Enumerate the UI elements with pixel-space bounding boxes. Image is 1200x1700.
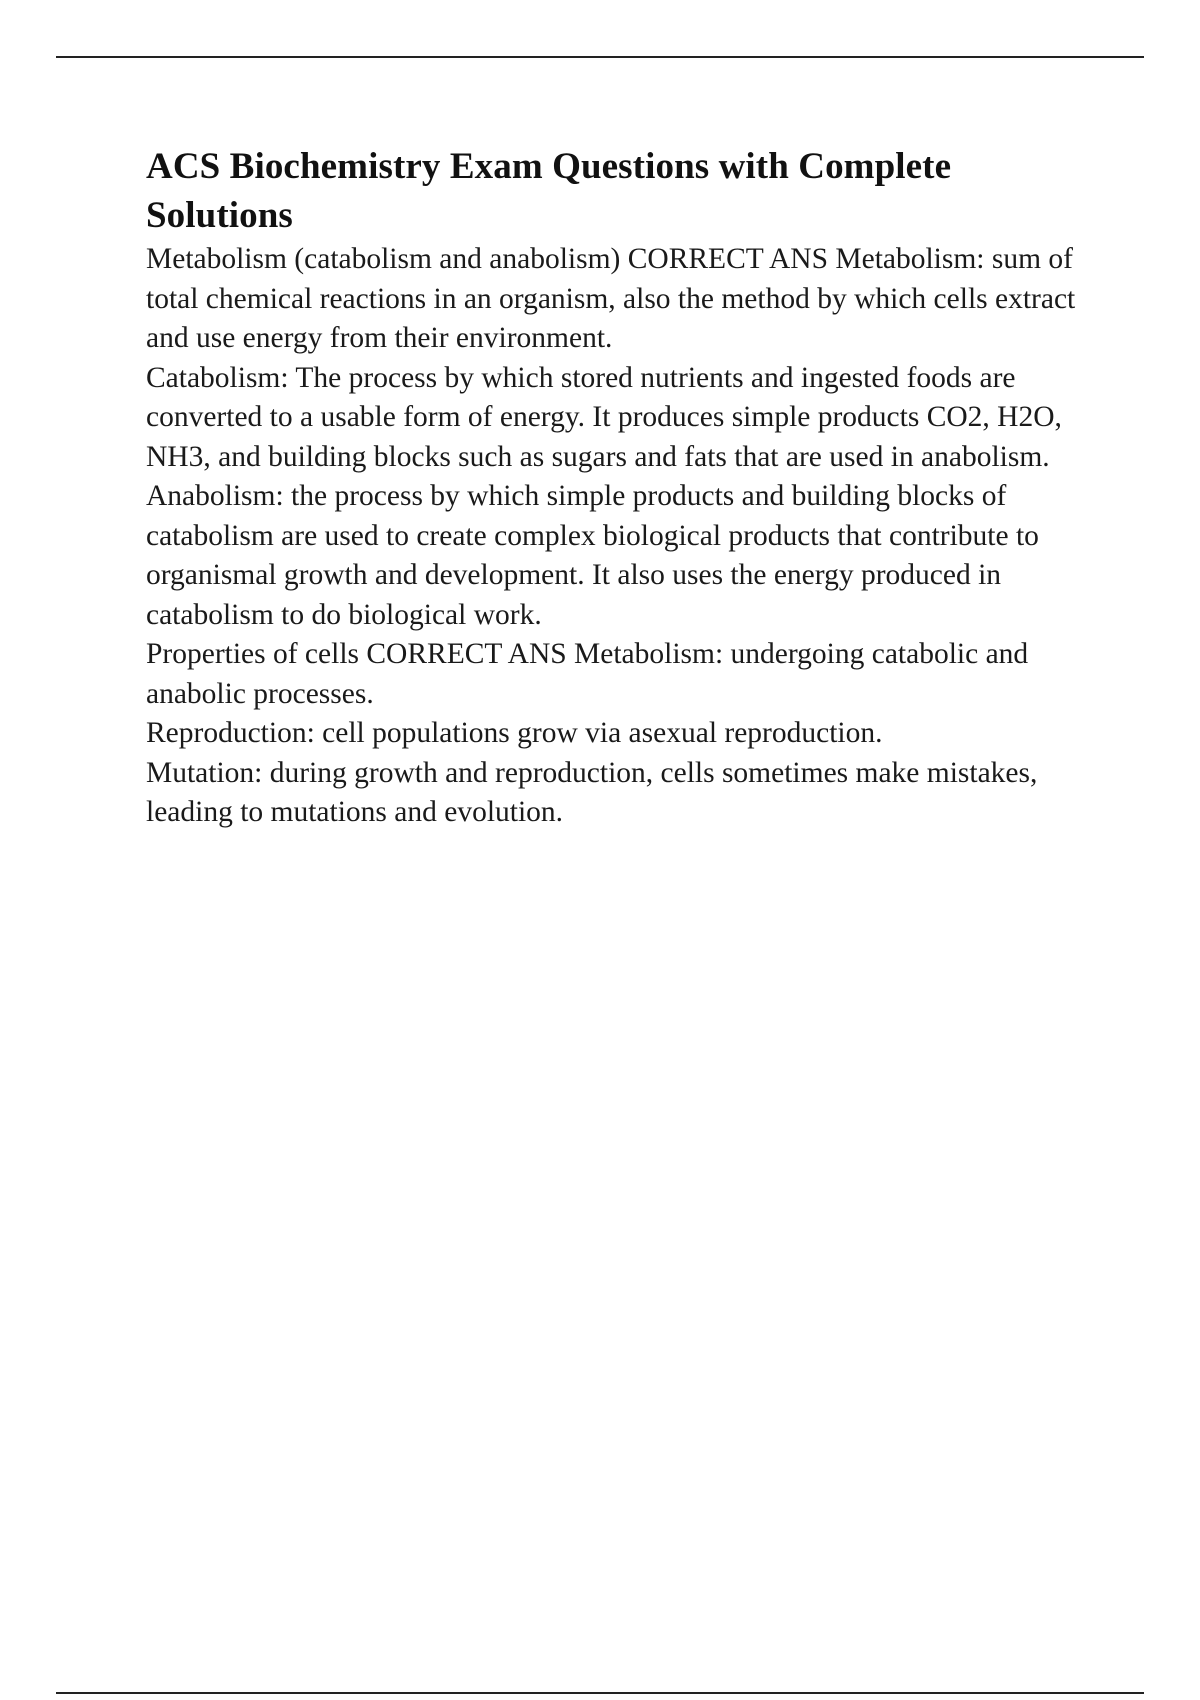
paragraph-properties-of-cells: Properties of cells CORRECT ANS Metabolism: undergoing catabolic and anabolic processes. bbox=[146, 638, 1029, 710]
paragraph-metabolism: Metabolism (catabolism and anabolism) CORRECT ANS Metabolism: sum of total chemical reactions in an organism, also the method by which cells extract and use energy from their environment. bbox=[146, 243, 1076, 354]
paragraph-mutation: Mutation: during growth and reproduction, cells sometimes make mistakes, leading to mutations and evolution. bbox=[146, 756, 1038, 828]
paragraph-anabolism: Anabolism: the process by which simple products and building blocks of catabolism are used to create complex biological products that contribute to organismal growth and development. It also uses the energy produced in catabolism to do biological work. bbox=[146, 480, 1039, 631]
bottom-divider bbox=[56, 1692, 1144, 1694]
document-title: ACS Biochemistry Exam Questions with Complete Solutions bbox=[146, 146, 952, 236]
document-body bbox=[146, 142, 1106, 833]
top-divider bbox=[56, 56, 1144, 58]
paragraph-catabolism: Catabolism: The process by which stored nutrients and ingested foods are converted to a usable form of energy. It produces simple products CO2, H2O, NH3, and building blocks such as sugars and fats that are used in anabolism. bbox=[146, 361, 1062, 473]
paragraph-reproduction: Reproduction: cell populations grow via asexual reproduction. bbox=[146, 717, 883, 749]
